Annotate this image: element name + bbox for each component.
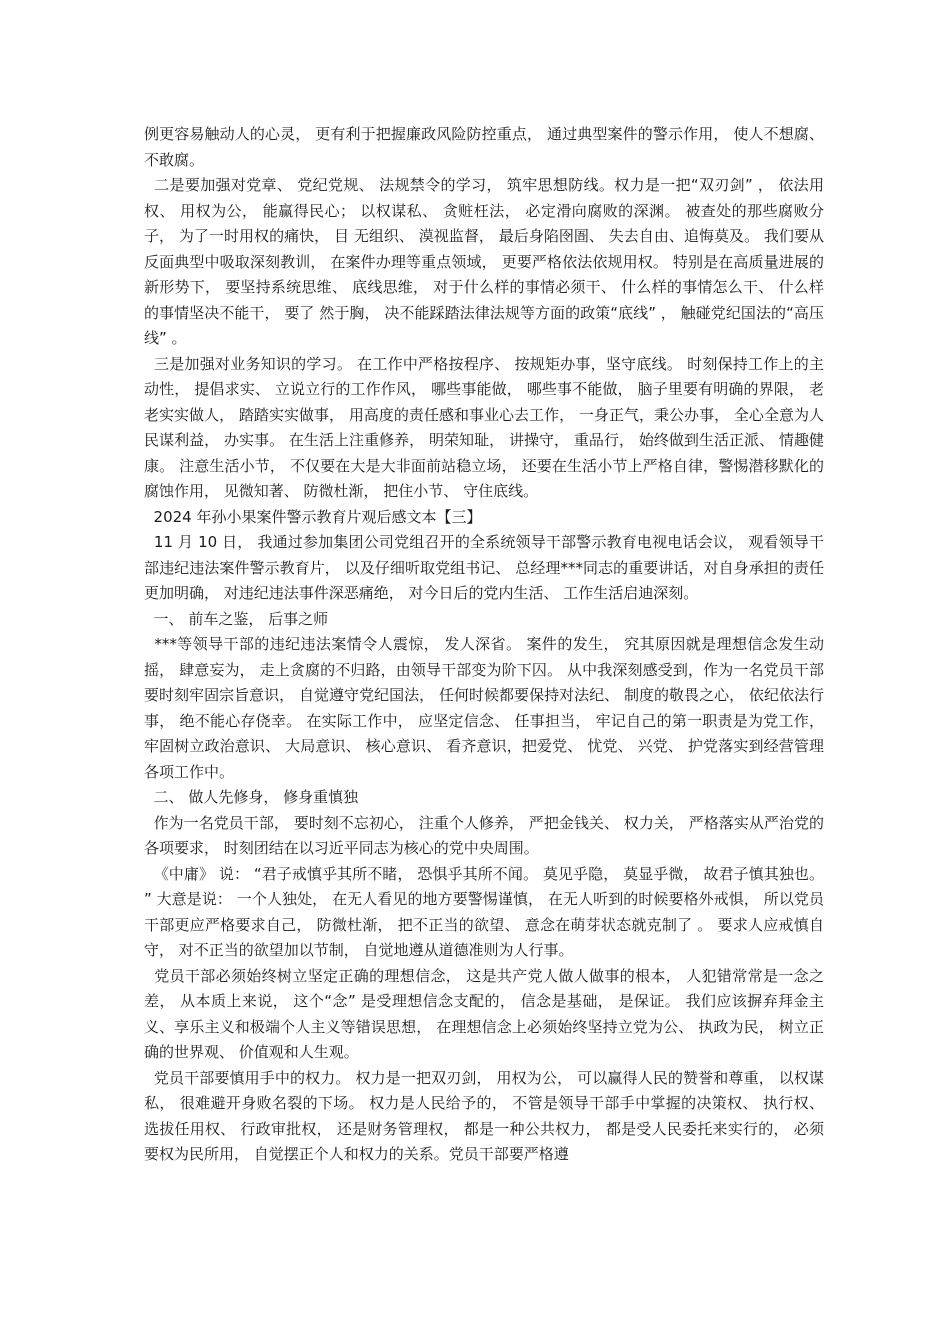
paragraph-3: 三是加强对业务知识的学习。 在工作中严格按程序、 按规矩办事，坚守底线。 时刻保持工作上的主动性， 提倡求实、 立说立行的工作作风， 哪些事能做， 哪些事不能做， 脑子里要有明确的界限， 老老实实做人， 踏踏实实做事， 用高度的责任感和事业心去工作， 一身正气，秉公办事， 全心全意为人民谋利益， 办实事。 在生活上注重修养， 明荣知耻， 讲操守， 重品行， 始终做到生活正派、 情趣健康。 注意生活小节， 不仅要在大是大非面前站稳立场， 还要在生活小节上严格自律，警惕潜移默化的腐蚀作用， 见微知著、 防微杜渐， 把住小节、 守住底线。: [144, 354, 824, 500]
paragraph-6: 作为一名党员干部， 要时刻不忘初心， 注重个人修养， 严把金钱关、 权力关， 严格落实从严治党的各项要求， 时刻团结在以习近平同志为核心的党中央周围。: [144, 813, 824, 857]
section-heading: 2024 年孙小果案件警示教育片观后感文本【三】: [144, 507, 482, 526]
paragraph-7: 《中庸》 说： “君子戒慎乎其所不睹， 恐惧乎其所不闻。 莫见乎隐， 莫显乎微， 故君子慎其独也。 ” 大意是说： 一个人独处， 在无人看见的地方要警惕谨慎， 在无人听到的时候要格外戒惧， 所以党员干部更应严格要求自己， 防微杜渐， 把不正当的欲望、 意念在萌芽状态就克制了 。 要求人应戒慎自守， 对不正当的欲望加以节制， 自觉地遵从道德准则为人行事。: [144, 864, 829, 959]
document-body: [144, 122, 829, 1168]
paragraph-9: 党员干部要慎用手中的权力。 权力是一把双刃剑， 用权为公， 可以赢得人民的赞誉和尊重， 以权谋私， 很难避开身败名裂的下场。 权力是人民给予的， 不管是领导干部手中掌握的决策权、 执行权、 选拔任用权、 行政审批权， 还是财务管理权， 都是一种公共权力， 都是受人民委托来实行的， 必须要权为民所用， 自觉摆正个人和权力的关系。党员干部要严格遵: [144, 1068, 829, 1163]
paragraph-5: ***等领导干部的违纪违法案情令人震惊， 发人深省。 案件的发生， 究其原因就是理想信念发生动摇， 肆意妄为， 走上贪腐的不归路，由领导干部变为阶下囚。 从中我深刻感受到，作为一名党员干部要时刻牢固宗旨意识， 自觉遵守党纪国法， 任何时候都要保持对法纪、 制度的敬畏之心， 依纪依法行事， 绝不能心存侥幸。 在实际工作中， 应坚定信念、 任事担当， 牢记自己的第一职责是为党工作， 牢固树立政治意识、 大局意识、 核心意识、 看齐意识，把爱党、 忧党、 兴党、 护党落实到经营管理各项工作中。: [144, 635, 829, 781]
paragraph-4: 11 月 10 日， 我通过参加集团公司党组召开的全系统领导干部警示教育电视电话会议， 观看领导干部违纪违法案件警示教育片， 以及仔细听取党组书记、 总经理***同志的重要讲话，对自身承担的责任更加明确， 对违纪违法事件深恶痛绝， 对今日后的党内生活、 工作生活启迪深刻。: [144, 533, 824, 602]
paragraph-1: 例更容易触动人的心灵， 更有利于把握廉政风险防控重点， 通过典型案件的警示作用， 使人不想腐、 不敢腐。: [144, 125, 829, 169]
subheading-1: 一、 前车之鉴， 后事之师: [144, 609, 329, 628]
paragraph-8: 党员干部必须始终树立坚定正确的理想信念， 这是共产党人做人做事的根本， 人犯错常常是一念之差， 从本质上来说， 这个“念” 是受理想信念支配的， 信念是基础， 是保证。 我们应该摒弃拜金主义、享乐主义和极端个人主义等错误思想， 在理想信念上必须始终坚持立党为公、 执政为民， 树立正确的世界观、 价值观和人生观。: [144, 966, 824, 1061]
paragraph-2: 二是要加强对党章、 党纪党规、 法规禁令的学习， 筑牢思想防线。权力是一把“双刃剑” ， 依法用权、 用权为公， 能赢得民心； 以权谋私、 贪赃枉法， 必定滑向腐败的深渊。 被查处的那些腐败分子， 为了一时用权的痛快， 目 无组织、 漠视监督， 最后身陷囹圄、 失去自由、追悔莫及。 我们要从反面典型中吸取深刻教训， 在案件办理等重点领域， 更要严格依法依规用权。 特别是在高质量进展的新形势下， 要坚持系统思维、 底线思维， 对于什么样的事情必须干、 什么样的事情怎么干、 什么样的事情坚决不能干， 要了 然于胸， 决不能踩踏法律法规等方面的政策“底线” ， 触碰党纪国法的“高压线” 。: [144, 176, 824, 347]
subheading-2: 二、 做人先修身， 修身重慎独: [144, 788, 359, 806]
